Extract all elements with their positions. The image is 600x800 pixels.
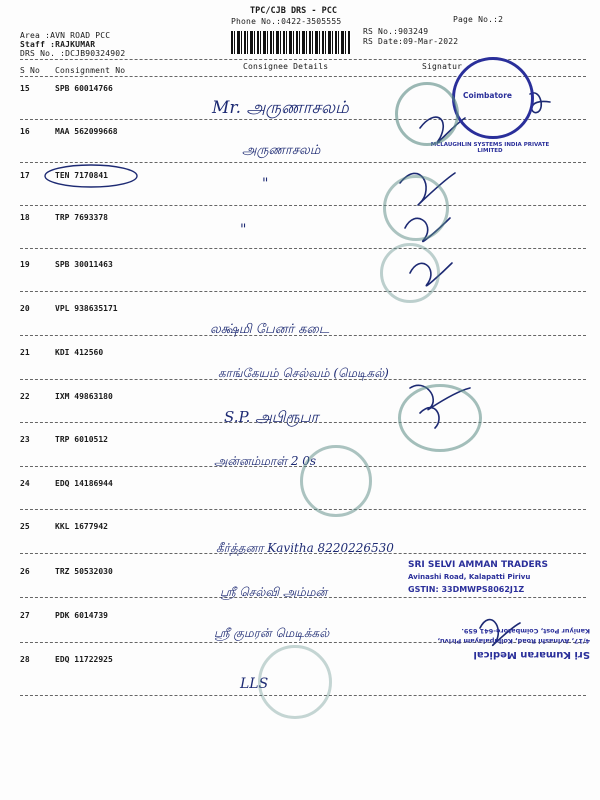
row-15-sno: 15	[20, 84, 30, 93]
column-header-signature: Signatur	[422, 62, 463, 71]
medical-stamp-address-line-2: Kaniyur Post, Coimbatore-641 659.	[461, 627, 590, 635]
row-17-sno: 17	[20, 171, 30, 180]
handwritten-name-row-15: Mr. அருணாசலம்	[212, 98, 349, 118]
company-seal-stamp	[452, 57, 534, 139]
row-23-consignment: TRP 6010512	[55, 435, 108, 444]
drs-number: DRS No. :DCJB90324902	[20, 49, 126, 58]
row-19-consignment: SPB 30011463	[55, 260, 113, 269]
rs-number: RS No.:903249	[363, 27, 429, 36]
row-16-consignment: MAA 562099668	[55, 127, 118, 136]
handwritten-name-row-27: ஸ்ரீ குமரன் மெடிக்கல்	[214, 626, 330, 640]
row-24-sno: 24	[20, 479, 30, 488]
delivery-round-stamp	[395, 82, 459, 146]
column-header-sno: S No	[20, 66, 41, 75]
page-number: Page No.:2	[453, 15, 504, 24]
handwritten-name-row-25: கீர்த்தனா Kavitha 8220226530	[216, 541, 394, 555]
handwritten-ditto-row-18: "	[240, 222, 247, 238]
row-28-consignment: EDQ 11722925	[55, 655, 113, 664]
column-header-consignment: Consignment No	[55, 66, 126, 75]
handwritten-ditto-row-17: "	[262, 176, 269, 192]
row-21-sno: 21	[20, 348, 30, 357]
phone-number: Phone No.:0422-3505555	[231, 17, 342, 26]
row-22-sno: 22	[20, 392, 30, 401]
handwritten-name-row-22: S.P. அபிரூபா	[224, 408, 319, 426]
area-label: Area :AVN ROAD PCC	[20, 31, 111, 40]
barcode-image	[231, 31, 351, 54]
handwritten-name-row-23: அன்னம்மாள் 2 0s	[214, 454, 317, 468]
handwritten-name-row-28: LLS	[240, 676, 269, 692]
row-24-consignment: EDQ 14186944	[55, 479, 113, 488]
circled-consignment-marker	[42, 162, 142, 192]
row-26-sno: 26	[20, 567, 30, 576]
row-17-consignment: TEN 7170841	[55, 171, 108, 180]
handwritten-name-row-26: ஸ்ரீ செல்வி அம்மன்	[220, 585, 328, 599]
rs-date: RS Date:09-Mar-2022	[363, 37, 459, 46]
delivery-round-stamp	[398, 384, 482, 452]
row-28-sno: 28	[20, 655, 30, 664]
row-15-consignment: SPB 60014766	[55, 84, 113, 93]
traders-stamp-address: Avinashi Road, Kalapatti Pirivu	[408, 573, 531, 581]
delivery-round-stamp	[300, 445, 372, 517]
row-20-consignment: VPL 938635171	[55, 304, 118, 313]
row-18-consignment: TRP 7693378	[55, 213, 108, 222]
delivery-round-stamp	[258, 645, 332, 719]
staff-label: Staff :RAJKUMAR	[20, 40, 96, 49]
handwritten-name-row-20: லக்ஷ்மி பேனர் கடை	[210, 322, 330, 337]
medical-rubber-stamp	[408, 612, 592, 662]
column-header-consignee: Consignee Details	[243, 62, 329, 71]
medical-stamp-address-line-1: 4/17, Avinashi Road, Kollupalayam Pirivu,	[437, 637, 590, 645]
row-25-sno: 25	[20, 522, 30, 531]
row-19-sno: 19	[20, 260, 30, 269]
row-23-sno: 23	[20, 435, 30, 444]
medical-stamp-name: Sri Kumaran Medical	[473, 649, 590, 660]
delivery-round-stamp	[383, 175, 449, 241]
row-16-sno: 16	[20, 127, 30, 136]
delivery-round-stamp	[380, 243, 440, 303]
handwritten-name-row-16: அருணாசலம்	[242, 143, 321, 158]
row-21-consignment: KDI 412560	[55, 348, 104, 357]
row-26-consignment: TRZ 50532030	[55, 567, 113, 576]
traders-stamp-name: SRI SELVI AMMAN TRADERS	[408, 560, 549, 570]
company-seal-city: Coimbatore	[463, 91, 512, 100]
traders-stamp-gstin: GSTIN: 33DMWPS8062J1Z	[408, 585, 525, 594]
row-18-sno: 18	[20, 213, 30, 222]
document-title: TPC/CJB DRS - PCC	[250, 6, 337, 16]
row-20-sno: 20	[20, 304, 30, 313]
company-seal-name: MCLAUGHLIN SYSTEMS INDIA PRIVATE LIMITED	[430, 142, 550, 154]
row-25-consignment: KKL 1677942	[55, 522, 108, 531]
traders-rubber-stamp	[406, 558, 586, 608]
row-22-consignment: IXM 49863180	[55, 392, 113, 401]
row-27-consignment: PDK 6014739	[55, 611, 108, 620]
row-27-sno: 27	[20, 611, 30, 620]
handwritten-name-row-21: காங்கேயம் செல்வம் (மெடிகல்)	[218, 366, 389, 380]
